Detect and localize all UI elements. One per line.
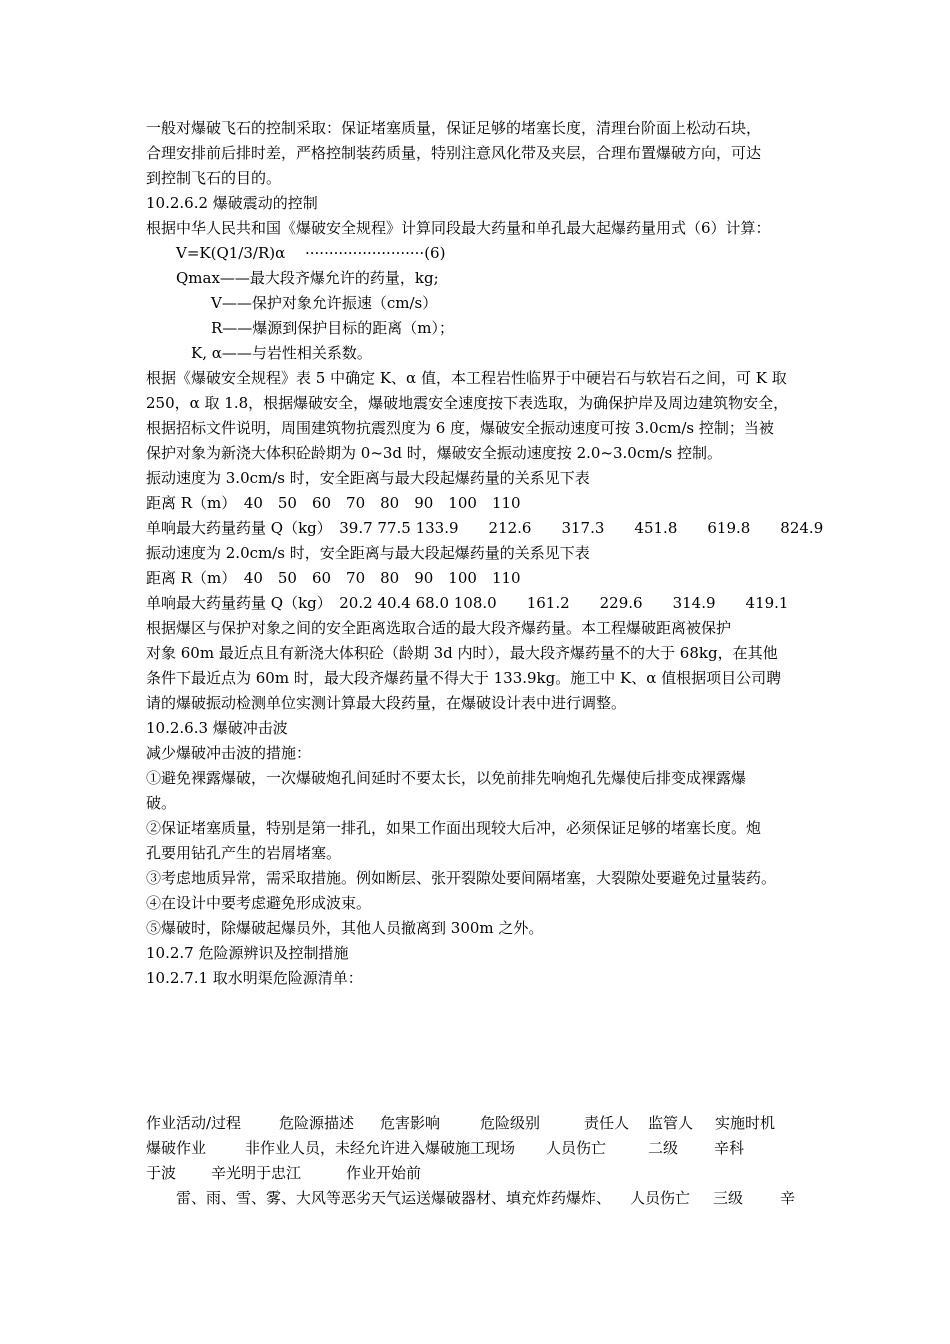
section-heading: 10.2.7 危险源辨识及控制措施 [146, 944, 349, 962]
charge-row: 单响最大药量药量 Q（kg） 39.7 77.5 133.9 212.6 317.3 451.8 619.8 824.9 [146, 519, 824, 537]
formula-line: V=K(Q1/3/R)α ·························(6) [176, 244, 446, 262]
formula-definition: Qmax——最大段齐爆允许的药量，kg; [176, 269, 439, 287]
table-header-cell: 实施时机 [715, 1114, 776, 1132]
paragraph-line: 减少爆破冲击波的措施： [146, 744, 312, 762]
list-item: ①避免裸露爆破，一次爆破炮孔间延时不要太长，以免前排先响炮孔先爆使后排变成裸露爆 [146, 769, 747, 787]
paragraph-line: 到控制飞石的目的。 [146, 169, 282, 187]
paragraph-line: 对象 60m 最近点且有新浇大体积砼（龄期 3d 内时），最大段齐爆药量不的大于 68kg，在其他 [146, 644, 778, 662]
table-row [0, 1136, 950, 1161]
list-item-continuation: 破。 [146, 794, 177, 812]
paragraph-line: 合理安排前后排时差，严格控制装药质量，特别注意风化带及夹层，合理布置爆破方向，可达 [146, 144, 762, 162]
paragraph-line: 一般对爆破飞石的控制采取：保证堵塞质量，保证足够的堵塞长度，清理台阶面上松动石块， [146, 119, 762, 137]
table-row [0, 1186, 950, 1211]
table-cell: 人员伤亡 [630, 1189, 691, 1207]
table-header-cell: 危害影响 [380, 1114, 441, 1132]
paragraph-line: 根据《爆破安全规程》表 5 中确定 K、α 值，本工程岩性临界于中硬岩石与软岩石之间，可 K 取 [146, 369, 787, 387]
table-cell: 辛科 [714, 1139, 745, 1157]
table-header-cell: 责任人 [584, 1114, 630, 1132]
section-heading: 10.2.6.3 爆破冲击波 [146, 719, 288, 737]
paragraph-line: 根据爆区与保护对象之间的安全距离选取合适的最大段齐爆药量。本工程爆破距离被保护 [146, 619, 732, 637]
paragraph-line: 保护对象为新浇大体积砼龄期为 0~3d 时，爆破安全振动速度按 2.0~3.0cm/s 控制。 [146, 444, 722, 462]
formula-definition: K, α——与岩性相关系数。 [191, 344, 372, 362]
table-cell: 于波 [146, 1164, 177, 1182]
table-cell: 三级 [713, 1189, 744, 1207]
list-item: ③考虑地质异常，需采取措施。例如断层、张开裂隙处要间隔堵塞，大裂隙处要避免过量装药。 [146, 869, 777, 887]
formula-definition: R——爆源到保护目标的距离（m）； [211, 319, 455, 337]
paragraph-line: 振动速度为 3.0cm/s 时，安全距离与最大段起爆药量的关系见下表 [146, 469, 590, 487]
table-header-cell: 危险源描述 [279, 1114, 355, 1132]
charge-row: 单响最大药量药量 Q（kg） 20.2 40.4 68.0 108.0 161.2 229.6 314.9 419.1 [146, 594, 789, 612]
table-cell: 辛光明于忠江 [211, 1164, 302, 1182]
table-header-cell: 作业活动/过程 [146, 1114, 242, 1132]
distance-row: 距离 R（m） 40 50 60 70 80 90 100 110 [146, 569, 521, 587]
table-header-cell: 监管人 [648, 1114, 694, 1132]
paragraph-line: 条件下最近点为 60m 时，最大段齐爆药量不得大于 133.9kg。施工中 K、α 值根据项目公司聘 [146, 669, 782, 687]
table-cell: 人员伤亡 [546, 1139, 607, 1157]
table-header-row [0, 1111, 950, 1136]
paragraph-line: 250，α 取 1.8，根据爆破安全，爆破地震安全速度按下表选取，为确保护岸及周边建筑物安全， [146, 394, 789, 412]
distance-row: 距离 R（m） 40 50 60 70 80 90 100 110 [146, 494, 521, 512]
paragraph-line: 振动速度为 2.0cm/s 时，安全距离与最大段起爆药量的关系见下表 [146, 544, 590, 562]
list-item: ⑤爆破时，除爆破起爆员外，其他人员撤离到 300m 之外。 [146, 919, 544, 937]
table-cell: 作业开始前 [346, 1164, 422, 1182]
table-cell: 雷、雨、雪、雾、大风等恶劣天气运送爆破器材、填充炸药爆炸、 [176, 1189, 612, 1207]
formula-definition: V——保护对象允许振速（cm/s） [211, 294, 438, 312]
table-cell: 辛 [780, 1189, 796, 1207]
section-heading: 10.2.6.2 爆破震动的控制 [146, 194, 318, 212]
list-item: ④在设计中要考虑避免形成波束。 [146, 894, 372, 912]
table-row [0, 1161, 950, 1186]
paragraph-line: 请的爆破振动检测单位实测计算最大段药量，在爆破设计表中进行调整。 [146, 694, 627, 712]
table-cell: 非作业人员，未经允许进入爆破施工现场 [245, 1139, 516, 1157]
paragraph-line: 根据招标文件说明，周围建筑物抗震烈度为 6 度，爆破安全振动速度可按 3.0cm/s 控制；当被 [146, 419, 774, 437]
table-cell: 二级 [648, 1139, 679, 1157]
table-header-cell: 危险级别 [480, 1114, 541, 1132]
section-heading: 10.2.7.1 取水明渠危险源清单： [146, 969, 363, 987]
list-item-continuation: 孔要用钻孔产生的岩屑堵塞。 [146, 844, 342, 862]
list-item: ②保证堵塞质量，特别是第一排孔，如果工作面出现较大后冲，必须保证足够的堵塞长度。炮 [146, 819, 762, 837]
table-cell: 爆破作业 [146, 1139, 207, 1157]
paragraph-line: 根据中华人民共和国《爆破安全规程》计算同段最大药量和单孔最大起爆药量用式（6）计算： [146, 219, 771, 237]
